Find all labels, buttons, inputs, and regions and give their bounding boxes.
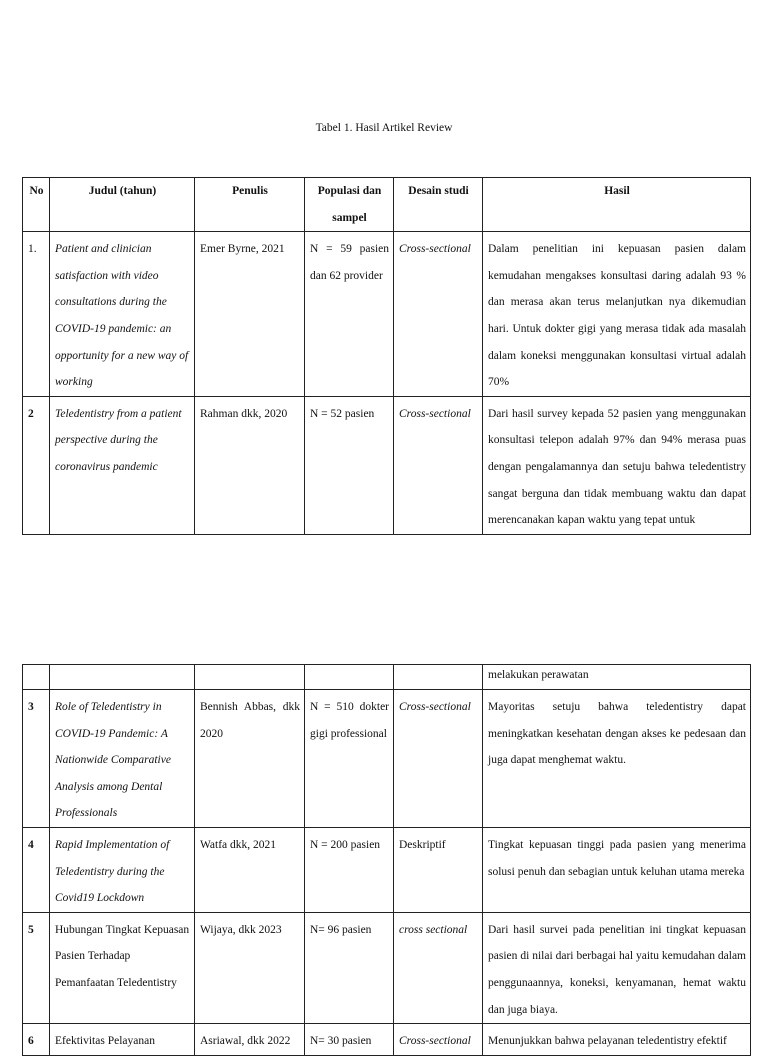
header-penulis: Penulis bbox=[195, 178, 305, 232]
table-row bbox=[23, 912, 751, 1023]
row-populasi: N = 52 pasien bbox=[305, 396, 394, 534]
table-row bbox=[23, 1024, 751, 1056]
row-populasi: N = 510 dokter gigi professional bbox=[305, 690, 394, 828]
table-row bbox=[23, 232, 751, 397]
row-no: 3 bbox=[23, 690, 50, 828]
row-populasi: N= 30 pasien bbox=[305, 1024, 394, 1056]
row-penulis: Rahman dkk, 2020 bbox=[195, 396, 305, 534]
row-penulis: Wijaya, dkk 2023 bbox=[195, 912, 305, 1023]
row-populasi: N= 96 pasien bbox=[305, 912, 394, 1023]
row-hasil: Menunjukkan bahwa pelayanan teledentistry efektif bbox=[483, 1024, 751, 1056]
row-no: 2 bbox=[23, 396, 50, 534]
row-hasil: Dari hasil survei pada penelitian ini tingkat kepuasan pasien di nilai dari berbagai hal yaitu kemudahan dalam penggunaannya, koneksi, kenyamanan, hemat waktu dan juga biaya. bbox=[483, 912, 751, 1023]
table-row bbox=[23, 690, 751, 828]
row-penulis: Bennish Abbas, dkk 2020 bbox=[195, 690, 305, 828]
table-header-row bbox=[23, 178, 751, 232]
table-row bbox=[23, 827, 751, 912]
row-penulis: Watfa dkk, 2021 bbox=[195, 827, 305, 912]
row-no: 5 bbox=[23, 912, 50, 1023]
row-populasi: N = 200 pasien bbox=[305, 827, 394, 912]
header-desain: Desain studi bbox=[394, 178, 483, 232]
row-hasil: melakukan perawatan bbox=[483, 665, 751, 690]
row-desain bbox=[394, 665, 483, 690]
row-no: 1. bbox=[23, 232, 50, 397]
row-penulis: Asriawal, dkk 2022 bbox=[195, 1024, 305, 1056]
row-penulis bbox=[195, 665, 305, 690]
results-table-part-1 bbox=[22, 177, 751, 535]
row-no: 6 bbox=[23, 1024, 50, 1056]
row-judul: Efektivitas Pelayanan bbox=[50, 1024, 195, 1056]
table-caption: Tabel 1. Hasil Artikel Review bbox=[315, 122, 453, 134]
row-hasil: Dalam penelitian ini kepuasan pasien dalam kemudahan mengakses konsultasi daring adalah 93 % dan merasa akan terus melanjutkan nya dikemudian hari. Untuk dokter gigi yang merasa tidak ada masalah dalam koneksi menggunakan konsultasi virtual adalah 70% bbox=[483, 232, 751, 397]
row-desain: Deskriptif bbox=[394, 827, 483, 912]
header-populasi: Populasi dan sampel bbox=[305, 178, 394, 232]
row-penulis: Emer Byrne, 2021 bbox=[195, 232, 305, 397]
table-row bbox=[23, 396, 751, 534]
row-desain: Cross-sectional bbox=[394, 232, 483, 397]
row-desain: Cross-sectional bbox=[394, 1024, 483, 1056]
row-judul bbox=[50, 665, 195, 690]
row-populasi bbox=[305, 665, 394, 690]
row-no: 4 bbox=[23, 827, 50, 912]
header-judul: Judul (tahun) bbox=[50, 178, 195, 232]
results-table-part-2 bbox=[22, 664, 751, 1056]
row-desain: cross sectional bbox=[394, 912, 483, 1023]
row-desain: Cross-sectional bbox=[394, 690, 483, 828]
row-desain: Cross-sectional bbox=[394, 396, 483, 534]
row-populasi: N = 59 pasien dan 62 provider bbox=[305, 232, 394, 397]
header-hasil: Hasil bbox=[483, 178, 751, 232]
table-row-continuation bbox=[23, 665, 751, 690]
row-no bbox=[23, 665, 50, 690]
row-judul: Patient and clinician satisfaction with video consultations during the COVID-19 pandemic: an opportunity for a new way of working bbox=[50, 232, 195, 397]
row-judul: Teledentistry from a patient perspective during the coronavirus pandemic bbox=[50, 396, 195, 534]
row-judul: Role of Teledentistry in COVID-19 Pandemic: A Nationwide Comparative Analysis among Dental Professionals bbox=[50, 690, 195, 828]
header-no: No bbox=[23, 178, 50, 232]
row-judul: Hubungan Tingkat Kepuasan Pasien Terhadap Pemanfaatan Teledentistry bbox=[50, 912, 195, 1023]
row-judul: Rapid Implementation of Teledentistry during the Covid19 Lockdown bbox=[50, 827, 195, 912]
row-hasil: Mayoritas setuju bahwa teledentistry dapat meningkatkan kesehatan dengan akses ke pedesaan dan juga dapat menghemat waktu. bbox=[483, 690, 751, 828]
row-hasil: Tingkat kepuasan tinggi pada pasien yang menerima solusi penuh dan sebagian untuk keluhan utama mereka bbox=[483, 827, 751, 912]
row-hasil: Dari hasil survey kepada 52 pasien yang menggunakan konsultasi telepon adalah 97% dan 94% merasa puas dengan pengalamannya dan setuju bahwa teledentistry sangat berguna dan tidak membuang waktu dan dapat merencanakan kapan waktu yang tepat untuk bbox=[483, 396, 751, 534]
